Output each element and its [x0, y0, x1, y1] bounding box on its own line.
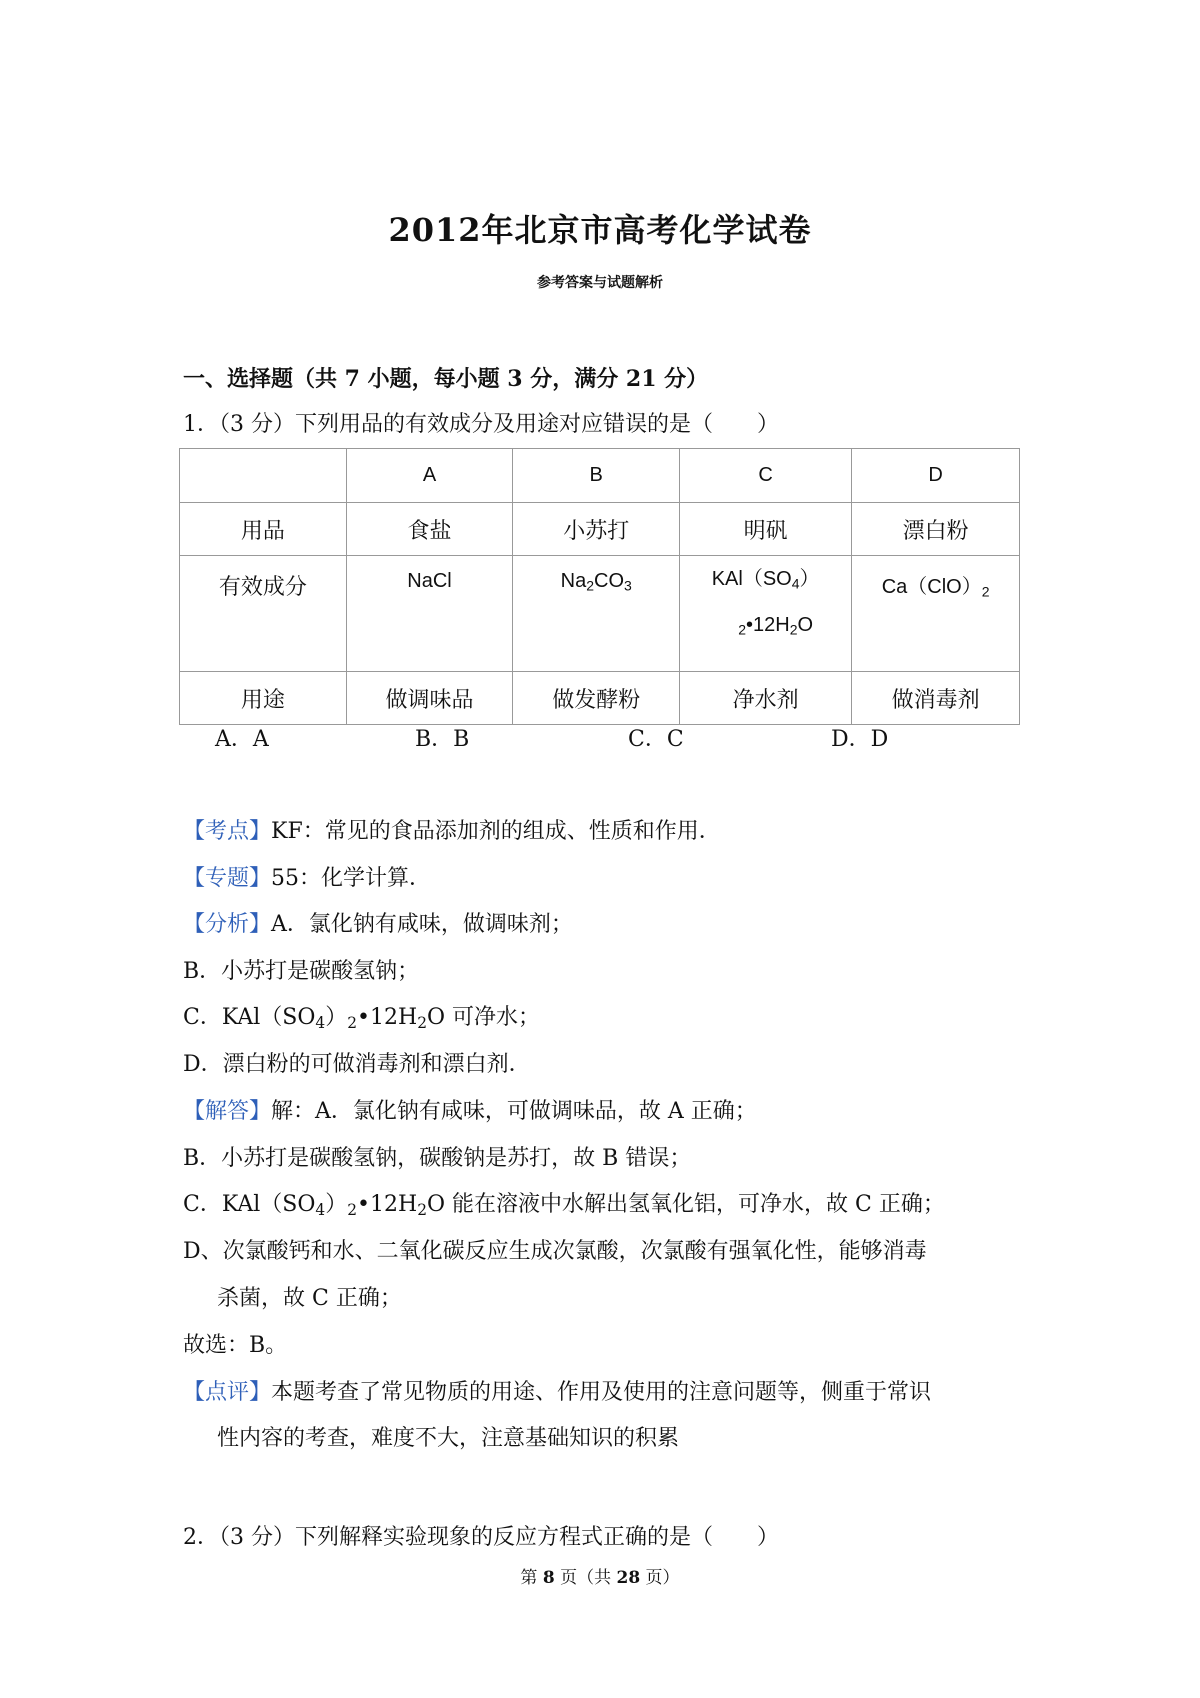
footer-part: 页）	[640, 1568, 680, 1588]
formula-line-2	[680, 602, 851, 648]
fenxi-d: D．漂白粉的可做消毒剂和漂白剂．	[183, 1052, 531, 1077]
formula-subscript: 2	[586, 577, 594, 594]
row-label: 用途	[180, 672, 347, 725]
footer-part: 页（共	[554, 1568, 617, 1588]
question-1-table	[179, 448, 1020, 725]
text-part: ）	[325, 1192, 348, 1217]
table-cell: 净水剂	[680, 672, 852, 725]
text-part: C．KAl（SO	[183, 1192, 316, 1217]
row-label: 有效成分	[180, 556, 347, 672]
table-cell: 食盐	[346, 503, 513, 556]
dianping-2: 性内容的考查，难度不大，注意基础知识的积累	[217, 1426, 680, 1451]
text-part: •12H	[357, 1005, 418, 1030]
formula-part: O	[797, 614, 814, 636]
table-cell: 做发酵粉	[513, 672, 680, 725]
question-1-stem: 1．（3 分）下列用品的有效成分及用途对应错误的是（ ）	[183, 412, 779, 437]
page-subtitle: 参考答案与试题解析	[537, 275, 663, 291]
formula-part: ）	[799, 568, 820, 590]
formula-line-1	[680, 556, 851, 602]
formula-part: Na	[560, 570, 587, 592]
jieda-c	[183, 1187, 945, 1218]
fenxi-line	[183, 907, 573, 938]
table-header-d: D	[852, 449, 1020, 503]
section-heading: 一、选择题（共 7 小题，每小题 3 分，满分 21 分）	[183, 366, 709, 392]
option-a: A．A	[215, 727, 269, 752]
option-c: C．C	[628, 727, 684, 752]
table-row-use	[180, 672, 1020, 725]
table-cell: 小苏打	[513, 503, 680, 556]
text-part: O 能在溶液中水解出氢氧化铝，可净水，故 C 正确；	[426, 1192, 945, 1217]
formula-subscript: 4	[315, 1013, 326, 1032]
table-cell: 明矾	[680, 503, 852, 556]
text-part: O 可净水；	[426, 1005, 541, 1030]
formula-subscript: 2	[347, 1013, 358, 1032]
kaodian-line	[183, 814, 721, 845]
formula-subscript: 2	[417, 1200, 427, 1219]
formula-subscript: 2	[738, 621, 746, 638]
page-title: 2012年北京市高考化学试卷	[388, 211, 812, 249]
jieda-d-2: 杀菌，故 C 正确；	[217, 1286, 402, 1311]
option-b: B．B	[415, 727, 470, 752]
table-header-c: C	[680, 449, 852, 503]
fenxi-a: A．氯化钠有咸味，做调味剂；	[271, 912, 573, 937]
kaodian-tag: 【考点】	[183, 819, 272, 844]
zhuanti-line	[183, 861, 431, 892]
table-cell: NaCl	[346, 556, 513, 672]
jieda-tag: 【解答】	[183, 1099, 272, 1124]
fenxi-c	[183, 1000, 540, 1031]
table-header-a: A	[346, 449, 513, 503]
table-cell	[513, 556, 680, 672]
dianping-1: 本题考查了常见物质的用途、作用及使用的注意问题等，侧重于常识	[271, 1380, 932, 1405]
table-cell: 漂白粉	[852, 503, 1020, 556]
table-cell	[180, 449, 347, 503]
jieda-a: 解：A．氯化钠有咸味，可做调味品，故 A 正确；	[271, 1099, 757, 1124]
option-d: D．D	[831, 727, 889, 752]
answer-line: 故选：B。	[183, 1333, 288, 1358]
question-2-stem: 2．（3 分）下列解释实验现象的反应方程式正确的是（ ）	[183, 1525, 779, 1550]
table-cell: 做消毒剂	[852, 672, 1020, 725]
dianping-tag: 【点评】	[183, 1380, 272, 1405]
table-cell	[852, 556, 1020, 672]
formula-subscript: 4	[791, 575, 800, 592]
text-part: C．KAl（SO	[183, 1005, 316, 1030]
zhuanti-text: 55：化学计算．	[271, 866, 432, 891]
fenxi-b: B．小苏打是碳酸氢钠；	[183, 959, 420, 984]
formula-part: CO	[594, 570, 624, 592]
zhuanti-tag: 【专题】	[183, 866, 272, 891]
fenxi-tag: 【分析】	[183, 912, 272, 937]
formula-subscript: 2	[347, 1200, 358, 1219]
jieda-line	[183, 1094, 757, 1125]
footer-total-pages: 28	[616, 1568, 641, 1588]
table-cell: 做调味品	[346, 672, 513, 725]
formula-subscript: 3	[624, 577, 632, 594]
kaodian-text: KF：常见的食品添加剂的组成、性质和作用．	[271, 819, 721, 844]
formula-subscript: 2	[981, 583, 990, 600]
footer-part: 第	[520, 1568, 543, 1588]
formula-subscript: 2	[417, 1013, 427, 1032]
table-header-row	[180, 449, 1020, 503]
footer-page-number: 8	[542, 1568, 555, 1588]
formula-subscript: 2	[789, 621, 798, 638]
formula-part: KAl（SO	[711, 568, 792, 590]
formula-subscript: 4	[315, 1200, 326, 1219]
text-part: •12H	[357, 1192, 418, 1217]
page-footer	[0, 1563, 1200, 1588]
formula-part: •12H	[745, 614, 790, 636]
table-row-item	[180, 503, 1020, 556]
text-part: ）	[325, 1005, 348, 1030]
dianping-line	[183, 1375, 931, 1406]
table-header-b: B	[513, 449, 680, 503]
jieda-b: B．小苏打是碳酸氢钠，碳酸钠是苏打，故 B 错误；	[183, 1146, 692, 1171]
table-row-component	[180, 556, 1020, 672]
table-cell	[680, 556, 852, 672]
formula-part: Ca（ClO）	[881, 576, 982, 598]
row-label: 用品	[180, 503, 347, 556]
jieda-d-1: D、次氯酸钙和水、二氧化碳反应生成次氯酸，次氯酸有强氧化性，能够消毒	[183, 1239, 927, 1264]
